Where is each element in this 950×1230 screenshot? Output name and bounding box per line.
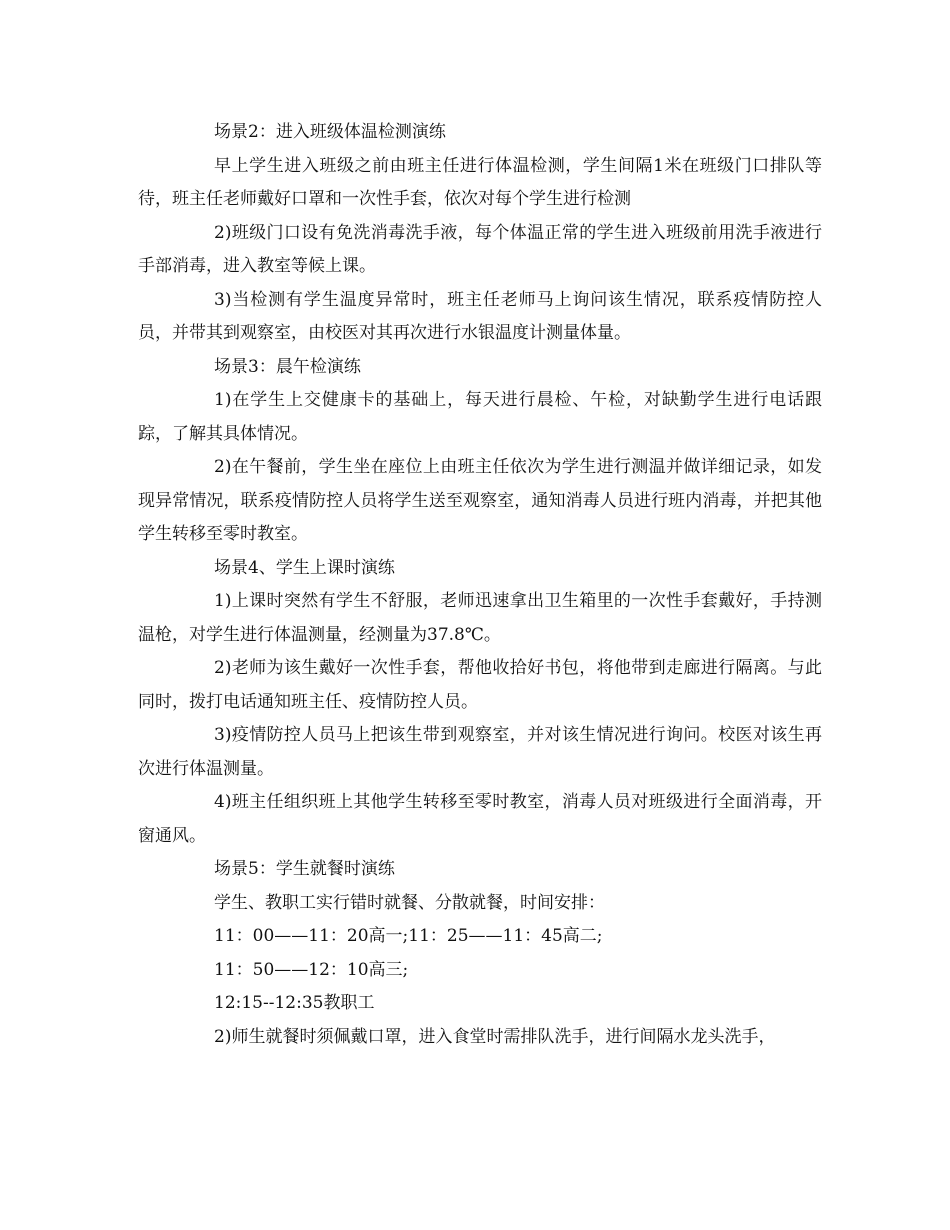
paragraph-observation-room: 3)疫情防控人员马上把该生带到观察室，并对该生情况进行询问。校医对该生再次进行体温测量。 [138,725,822,779]
paragraph-morning-check: 早上学生进入班级之前由班主任进行体温检测，学生间隔1米在班级门口排队等待，班主任老师戴好口罩和一次性手套，依次对每个学生进行检测 [138,155,822,209]
paragraph-before-lunch: 2)在午餐前，学生坐在座位上由班主任依次为学生进行测温并做详细记录，如发现异常情况，联系疫情防控人员将学生送至观察室，通知消毒人员进行班内消毒，并把其他学生转移至零时教室。 [138,457,822,544]
paragraph-scene2-heading: 场景2：进入班级体温检测演练 [214,122,446,142]
paragraph-scene4-heading: 场景4、学生上课时演练 [214,557,395,578]
paragraph-schedule-3: 12:15--12:35教职工 [214,993,375,1013]
paragraph-scene5-heading: 场景5：学生就餐时演练 [214,859,395,879]
paragraph-health-card: 1)在学生上交健康卡的基础上，每天进行晨检、午检，对缺勤学生进行电话跟踪，了解其具体情况。 [138,390,822,444]
paragraph-abnormal-temp: 3)当检测有学生温度异常时，班主任老师马上询问该生情况，联系疫情防控人员，并带其到观察室，由校医对其再次进行水银温度计测量体量。 [138,289,822,343]
paragraph-schedule-2: 11：50——12：10高三; [214,959,409,980]
paragraph-class-unwell: 1)上课时突然有学生不舒服，老师迅速拿出卫生箱里的一次性手套戴好，手持测温枪，对学生进行体温测量，经测量为37.8℃。 [138,591,822,645]
paragraph-schedule-1: 11：00——11：20高一;11：25——11：45高二; [214,926,603,946]
paragraph-hand-sanitizer: 2)班级门口设有免洗消毒洗手液，每个体温正常的学生进入班级前用洗手液进行手部消毒，进入教室等候上课。 [138,222,822,276]
document-body [138,116,822,1054]
paragraph-isolation: 2)老师为该生戴好一次性手套，帮他收拾好书包，将他带到走廊进行隔离。与此同时，拨打电话通知班主任、疫情防控人员。 [138,658,822,712]
paragraph-staggered-meals: 学生、教职工实行错时就餐、分散就餐，时间安排： [214,892,605,913]
paragraph-dining-masks: 2)师生就餐时须佩戴口罩，进入食堂时需排队洗手，进行间隔水龙头洗手， [214,1026,776,1047]
paragraph-scene3-heading: 场景3：晨午检演练 [214,356,361,377]
paragraph-disinfection: 4)班主任组织班上其他学生转移至零时教室，消毒人员对班级进行全面消毒，开窗通风。 [138,792,822,846]
